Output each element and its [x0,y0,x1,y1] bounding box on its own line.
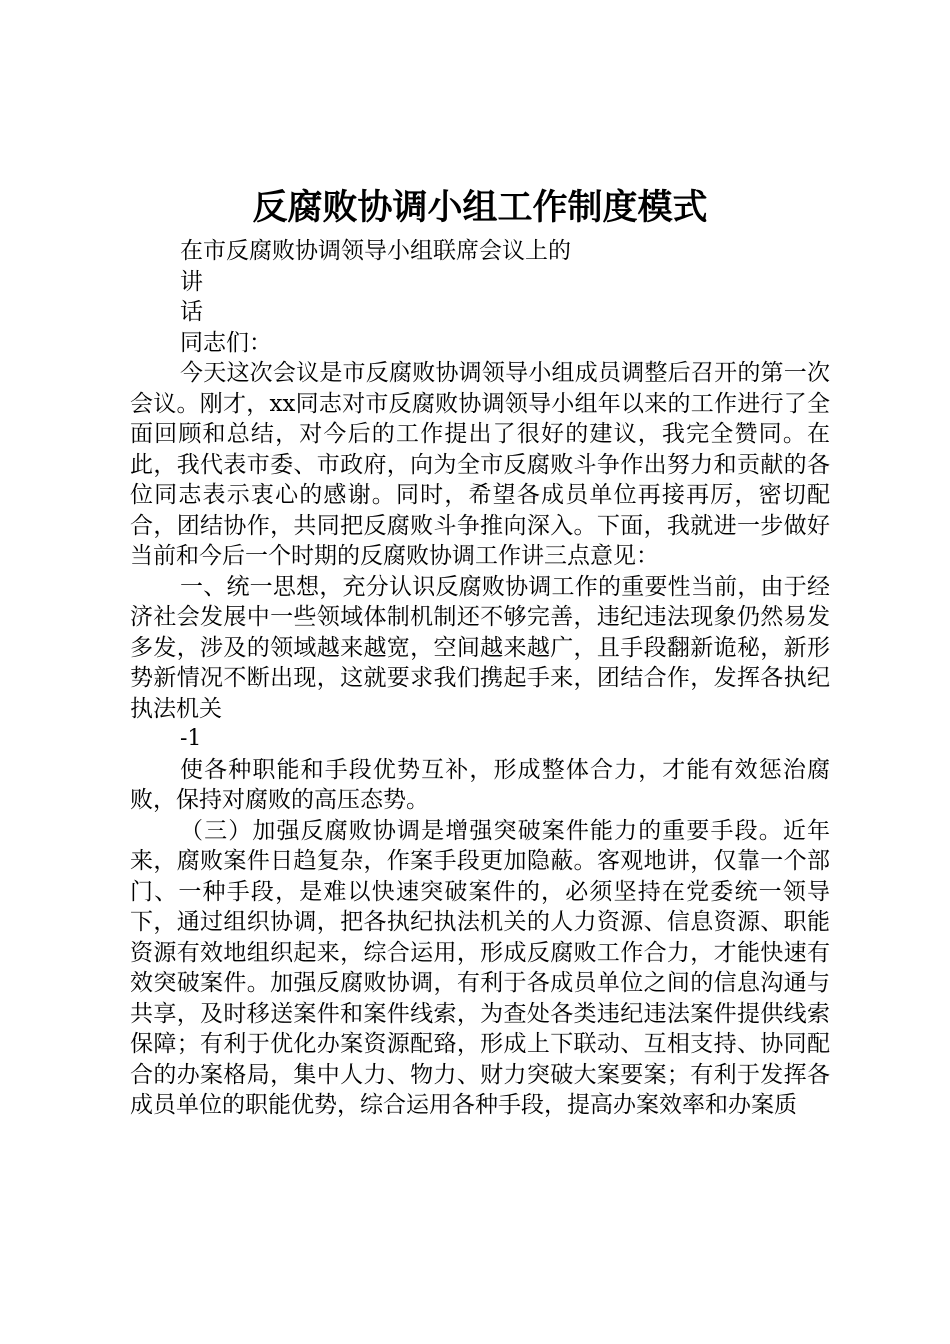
subtitle-line: 在市反腐败协调领导小组联席会议上的 [180,238,571,264]
paragraph: （三）加强反腐败协调是增强突破案件能力的重要手段。近年来，腐败案件日趋复杂，作案手段更加隐蔽。客观地讲，仅靠一个部门、一种手段，是难以快速突破案件的，必须坚持在党委统一领导下，通过组织协调，把各执纪执法机关的人力资源、信息资源、职能资源有效地组织起来，综合运用，形成反腐败工作合力，才能快速有效突破案件。加强反腐败协调，有利于各成员单位之间的信息沟通与共享，及时移送案件和案件线索，为查处各类违纪违法案件提供线索保障；有利于优化办案资源配臵，形成上下联动、互相支持、协同配合的办案格局，集中人力、物力、财力突破大案要案；有利于发挥各成员单位的职能优势，综合运用各种手段，提高办案效率和办案质 [130,817,830,1118]
document-title: 反腐败协调小组工作制度模式 [252,187,708,228]
paragraph: 一、统一思想，充分认识反腐败协调工作的重要性当前，由于经济社会发展中一些领域体制机制还不够完善，违纪违法现象仍然易发多发，涉及的领域越来越宽，空间越来越广，且手段翻新诡秘，新形势新情况不断出现，这就要求我们携起手来，团结合作，发挥各执纪执法机关 [130,573,830,722]
page-marker: -1 [180,726,202,751]
salutation: 同志们： [180,329,272,356]
paragraph: 使各种职能和手段优势互补，形成整体合力，才能有效惩治腐败，保持对腐败的高压态势。 [130,756,830,813]
subtitle-line: 讲 [180,268,203,295]
document-body [130,180,830,1121]
paragraph: 今天这次会议是市反腐败协调领导小组成员调整后召开的第一次会议。刚才，xx同志对市反腐败协调领导小组年以来的工作进行了全面回顾和总结，对今后的工作提出了很好的建议，我完全赞同。在此，我代表市委、市政府，向为全市反腐败斗争作出努力和贡献的各位同志表示衷心的感谢。同时，希望各成员单位再接再厉，密切配合，团结协作，共同把反腐败斗争推向深入。下面，我就进一步做好当前和今后一个时期的反腐败协调工作讲三点意见： [130,360,830,569]
subtitle-line: 话 [180,299,203,325]
